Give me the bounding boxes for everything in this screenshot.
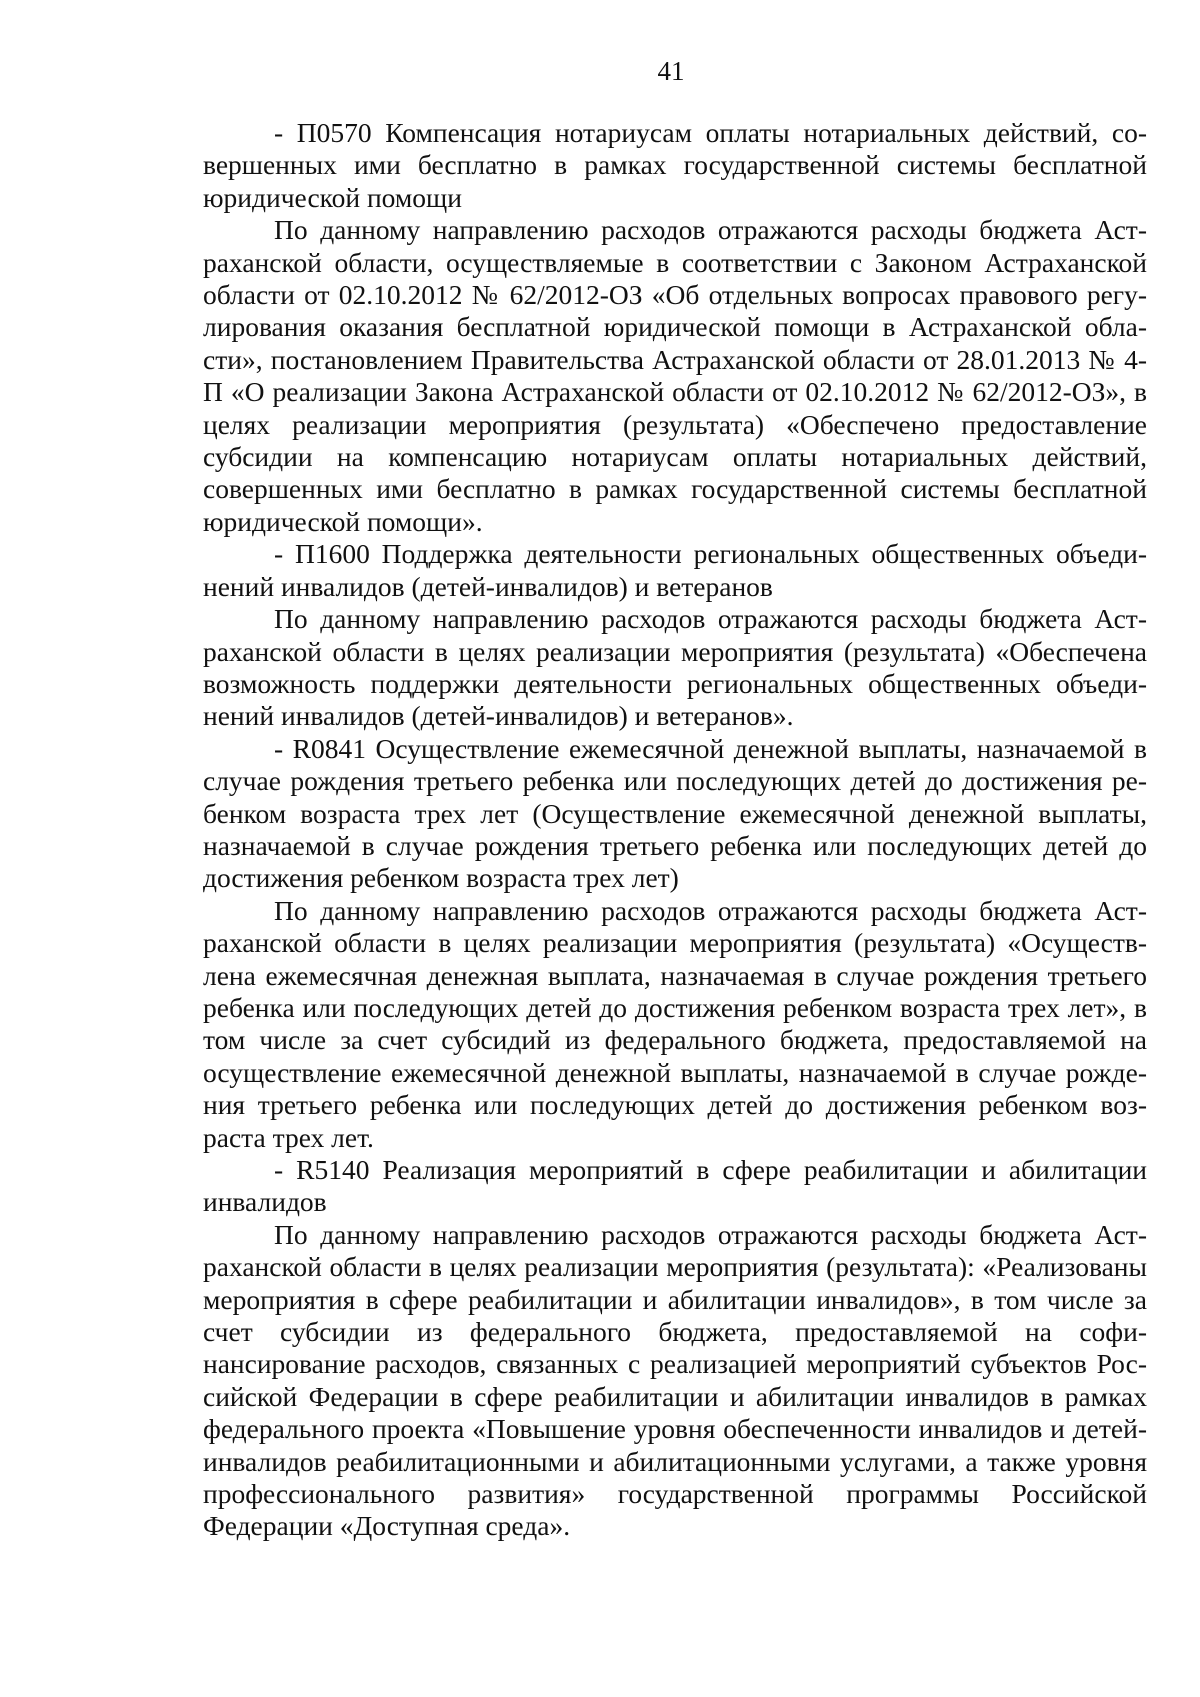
paragraph-r5140-heading: - R5140 Реализация мероприятий в сфере реабилитации и абилитации инвалидов [203, 1154, 1147, 1218]
paragraph-p1600-description: По данному направлению расходов отражаются расходы бюджета Астраханской области в целях реализации мероприятия (результата) «Обеспечена возможность поддержки деятельности региональных общественных объединений инвалидов (детей-инвалидов) и ветеранов». [203, 603, 1147, 732]
paragraph-p0570-heading: - П0570 Компенсация нотариусам оплаты нотариальных действий, совершенных ими бесплатно в рамках государственной системы бесплатной юридической помощи [203, 117, 1147, 213]
page-number: 41 [657, 56, 685, 86]
document-body [203, 117, 1147, 1543]
paragraph-r0841-description: По данному направлению расходов отражаются расходы бюджета Астраханской области в целях реализации мероприятия (результата) «Осуществлена ежемесячная денежная выплата, назначаемая в случае рождения третьего ребенка или последующих детей до достижения ребенком возраста трех лет», в том числе за счет субсидий из федерального бюджета, предоставляемой на осуществление ежемесячной денежной выплаты, назначаемой в случае рождения третьего ребенка или последующих детей до достижения ребенком возраста трех лет. [203, 894, 1147, 1153]
paragraph-p0570-description: По данному направлению расходов отражаются расходы бюджета Астраханской области, осуществляемые в соответствии с Законом Астраханской области от 02.10.2012 № 62/2012-ОЗ «Об отдельных вопросах правового регулирования оказания бесплатной юридической помощи в Астраханской области», постановлением Правительства Астраханской области от 28.01.2013 № 4-П «О реализации Закона Астраханской области от 02.10.2012 № 62/2012-ОЗ», в целях реализации мероприятия (результата) «Обеспечено предоставление субсидии на компенсацию нотариусам оплаты нотариальных действий, совершенных ими бесплатно в рамках государственной системы бесплатной юридической помощи». [203, 214, 1147, 537]
paragraph-r5140-description: По данному направлению расходов отражаются расходы бюджета Астраханской области в целях реализации мероприятия (результата): «Реализованы мероприятия в сфере реабилитации и абилитации инвалидов», в том числе за счет субсидии из федерального бюджета, предоставляемой на софинансирование расходов, связанных с реализацией мероприятий субъектов Российской Федерации в сфере реабилитации и абилитации инвалидов в рамках федерального проекта «Повышение уровня обеспеченности инвалидов и детей-инвалидов реабилитационными и абилитационными услугами, а также уровня профессионального развития» государственной программы Российской Федерации «Доступная среда». [203, 1218, 1147, 1542]
paragraph-r0841-heading: - R0841 Осуществление ежемесячной денежной выплаты, назначаемой в случае рождения третьего ребенка или последующих детей до достижения ребенком возраста трех лет (Осуществление ежемесячной денежной выплаты, назначаемой в случае рождения третьего ребенка или последующих детей до достижения ребенком возраста трех лет) [203, 732, 1147, 894]
paragraph-p1600-heading: - П1600 Поддержка деятельности региональных общественных объединений инвалидов (детей-инвалидов) и ветеранов [203, 538, 1147, 602]
